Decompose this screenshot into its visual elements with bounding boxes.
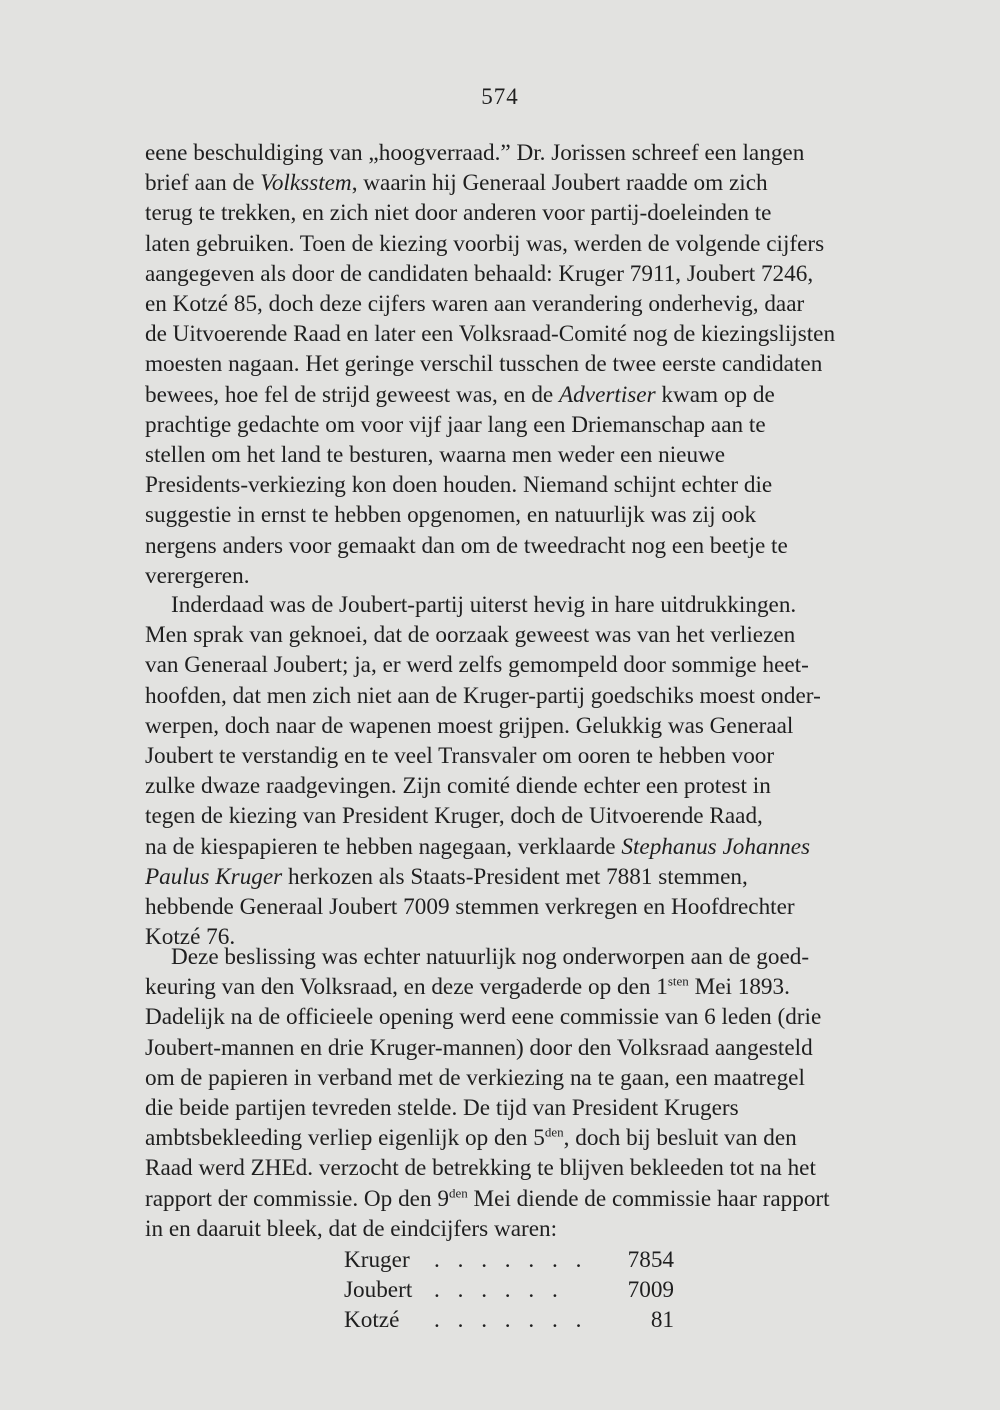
text-line: werpen, doch naar de wapenen moest grijpen. Gelukkig was Generaal — [145, 712, 794, 739]
text-fragment: , doch bij besluit van den — [563, 1125, 797, 1152]
italic-term: Volksstem — [260, 170, 352, 197]
text-line — [145, 972, 937, 1002]
candidate-name: Kotzé — [344, 1307, 400, 1334]
text-line: verergeren. — [145, 562, 250, 589]
text-line: en Kotzé 85, doch deze cijfers waren aan verandering onderhevig, daar — [145, 291, 805, 318]
text-line-with-italic: Paulus Kruger herkozen als Staats-President met 7881 stemmen, — [145, 863, 748, 890]
paragraph-3-text — [145, 942, 937, 1244]
text-line-with-italic: bewees, hoe fel de strijd geweest was, en de Advertiser kwam op de — [145, 381, 775, 408]
text-line — [145, 832, 937, 862]
text-line — [145, 1184, 937, 1214]
italic-term: Paulus Kruger — [145, 863, 283, 890]
text-line: hoofden, dat men zich niet aan de Kruger-partij goedschiks moest onder- — [145, 682, 821, 709]
text-line: laten gebruiken. Toen de kiezing voorbij was, werden de volgende cijfers — [145, 230, 825, 257]
italic-term: Stephanus Johannes — [621, 833, 811, 860]
leader-dots: . . . . . . — [434, 1277, 564, 1304]
text-line: tegen de kiezing van President Kruger, doch de Uitvoerende Raad, — [145, 803, 763, 830]
superscript: den — [544, 1124, 564, 1140]
paragraph-2-text — [145, 590, 937, 952]
text-line: Kotzé 76. — [145, 924, 236, 951]
text-line: aangegeven als door de candidaten behaald: Kruger 7911, Joubert 7246, — [145, 260, 814, 287]
text-line: die beide partijen tevreden stelde. De tijd van President Krugers — [145, 1095, 739, 1122]
text-line: hebbende Generaal Joubert 7009 stemmen verkregen en Hoofdrechter — [145, 894, 795, 921]
text-fragment: Mei diende de commissie haar rapport — [467, 1185, 830, 1212]
text-line: zulke dwaze raadgevingen. Zijn comité diende echter een protest in — [145, 773, 771, 800]
paragraph-3 — [145, 942, 937, 1244]
text-line — [145, 380, 937, 410]
text-line: prachtige gedachte om voor vijf jaar lang een Driemanschap aan te — [145, 411, 766, 438]
text-line — [145, 1123, 937, 1153]
text-line: om de papieren in verband met de verkiezing na te gaan, een maatregel — [145, 1064, 805, 1091]
results-table — [344, 1245, 724, 1336]
text-line: Men sprak van geknoei, dat de oorzaak geweest was van het verliezen — [145, 622, 796, 649]
superscript: sten — [667, 973, 689, 989]
text-line: moesten nagaan. Het geringe verschil tusschen de twee eerste candidaten — [145, 351, 823, 378]
leader-dots: . . . . . . . — [434, 1307, 588, 1334]
vote-count: 7009 — [627, 1277, 674, 1304]
leader-dots: . . . . . . . — [434, 1247, 588, 1273]
result-row — [344, 1245, 704, 1275]
text-line-with-italic: na de kiespapieren te hebben nagegaan, verklaarde Stephanus Johannes — [145, 833, 811, 860]
text-line: Presidents-verkiezing kon doen houden. Niemand schijnt echter die — [145, 472, 773, 499]
text-line: suggestie in ernst te hebben opgenomen, en natuurlijk was zij ook — [145, 502, 757, 529]
text-fragment: ambtsbekleeding verliep eigenlijk op den 5 — [145, 1125, 545, 1152]
text-line: in en daaruit bleek, dat de eindcijfers waren: — [145, 1215, 558, 1242]
text-line: Deze beslissing was echter natuurlijk nog onderworpen aan de goed- — [171, 944, 810, 970]
text-fragment: Mei 1893. — [688, 974, 790, 1001]
text-line: Joubert-mannen en drie Kruger-mannen) door den Volksraad aangesteld — [145, 1034, 813, 1061]
text-line: de Uitvoerende Raad en later een Volksraad-Comité nog de kiezingslijsten — [145, 321, 836, 348]
result-row — [344, 1275, 704, 1305]
text-line — [145, 168, 937, 198]
text-line: eene beschuldiging van „hoogverraad.” Dr. Jorissen schreef een langen — [145, 140, 805, 166]
candidate-name: Joubert — [344, 1277, 413, 1304]
paragraph-2 — [145, 590, 937, 952]
text-line-with-italic: brief aan de Volksstem, waarin hij Generaal Joubert raadde om zich — [145, 170, 768, 197]
text-line: Joubert te verstandig en te veel Transvaler om ooren te hebben voor — [145, 743, 775, 770]
text-line: van Generaal Joubert; ja, er werd zelfs gemompeld door sommige heet- — [145, 652, 809, 679]
result-row — [344, 1305, 704, 1335]
text-fragment: rapport der commissie. Op den 9 — [145, 1185, 449, 1212]
superscript: den — [448, 1184, 468, 1200]
text-fragment: keuring van den Volksraad, en deze vergaderde op den 1 — [145, 974, 668, 1001]
vote-count: 7854 — [627, 1247, 674, 1273]
paragraph-1-text — [145, 138, 937, 591]
paragraph-1 — [145, 138, 937, 591]
text-line — [145, 862, 937, 892]
vote-count: 81 — [650, 1307, 674, 1334]
text-line: Raad werd ZHEd. verzocht de betrekking te blijven bekleeden tot na het — [145, 1155, 816, 1182]
text-line: stellen om het land te besturen, waarna men weder een nieuwe — [145, 442, 726, 469]
text-line: terug te trekken, en zich niet door anderen voor partij-doeleinden te — [145, 200, 772, 227]
text-line: Dadelijk na de officieele opening werd eene commissie van 6 leden (drie — [145, 1004, 822, 1031]
candidate-name: Kruger — [344, 1247, 410, 1273]
text-line: nergens anders voor gemaakt dan om de tweedracht nog een beetje te — [145, 532, 788, 559]
page-number: 574 — [481, 84, 519, 109]
italic-term: Advertiser — [559, 381, 656, 408]
text-line: Inderdaad was de Joubert-partij uiterst hevig in hare uitdrukkingen. — [171, 592, 797, 618]
